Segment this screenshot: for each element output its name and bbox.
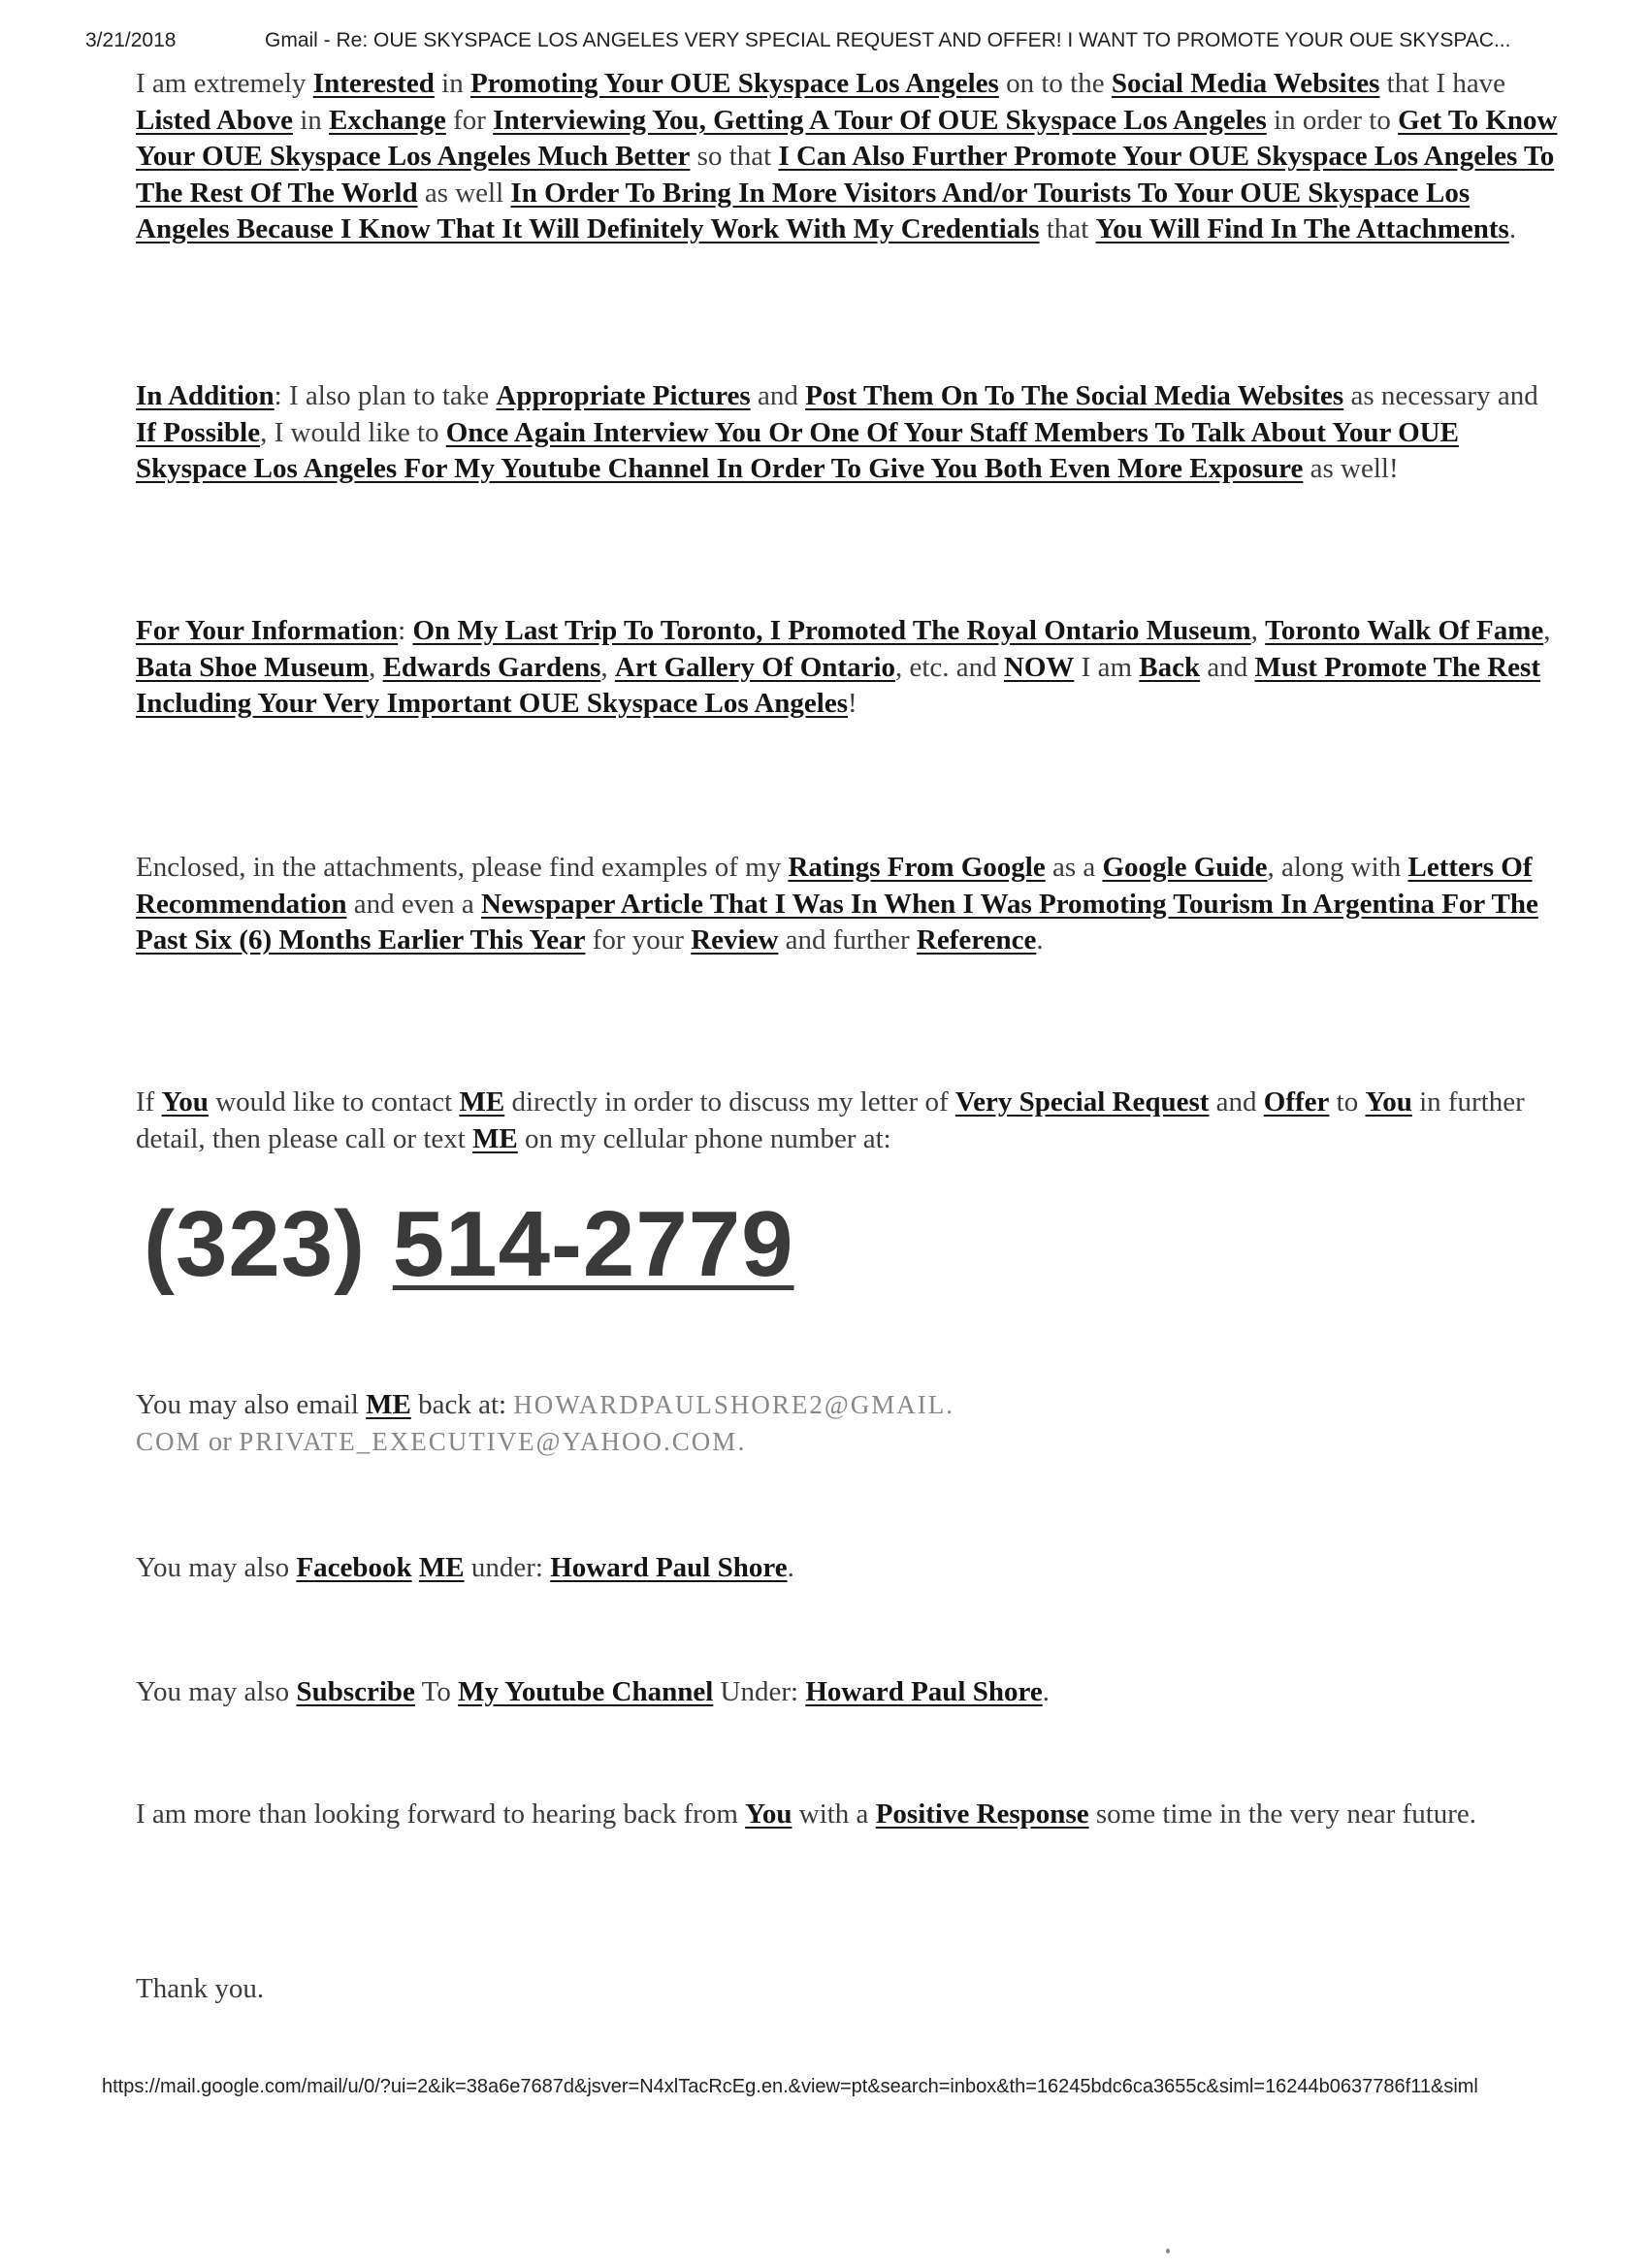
emphasis: I Can Also Further Promote Your OUE Skyspace Los Angeles To The Rest Of The World — [136, 141, 1555, 209]
emphasis: Appropriate Pictures — [496, 380, 751, 411]
text: on my cellular phone number at: — [517, 1122, 891, 1154]
emphasis: Art Gallery Of Ontario — [614, 651, 895, 683]
text: . — [1036, 924, 1044, 956]
text: : I also plan to take — [274, 380, 497, 411]
text: for your — [585, 924, 692, 956]
emphasis: Very Special Request — [954, 1086, 1210, 1118]
emphasis: Edwards Gardens — [382, 651, 601, 683]
paragraph-enclosed — [136, 850, 1562, 959]
emphasis: You — [1365, 1086, 1412, 1118]
emphasis: Review — [691, 924, 779, 956]
email-gmail-suffix: COM — [136, 1426, 202, 1456]
text: I am more than looking forward to hearing back from — [136, 1798, 746, 1830]
emphasis: Bata Shoe Museum — [136, 651, 370, 683]
text: that — [1039, 213, 1096, 244]
text: and — [750, 380, 806, 411]
emphasis: Once Again Interview You Or One Of Your Staff Members To Talk About Your OUE Skyspace Los Angeles For My Youtube Channel In Order To Give You Both Even More Exposure — [136, 416, 1459, 484]
text: with a — [792, 1798, 876, 1830]
text: To — [414, 1676, 459, 1707]
emphasis: Interviewing You, Getting A Tour Of OUE Skyspace Los Angeles — [493, 104, 1267, 136]
text: You may also email — [136, 1389, 367, 1420]
emphasis: In Order To Bring In More Visitors And/or Tourists To Your OUE Skyspace Los Angeles Because I Know That It Will Definitely Work With My Credentials — [136, 177, 1471, 244]
text: ! — [848, 688, 857, 719]
email-subject: Gmail - Re: OUE SKYSPACE LOS ANGELES VERY SPECIAL REQUEST AND OFFER! I WANT TO PROMOTE YOUR OUE SKYSPAC... — [265, 29, 1511, 51]
emphasis: In Addition — [136, 380, 275, 411]
text: on to the — [998, 68, 1112, 99]
emphasis: Interested — [312, 68, 435, 99]
emphasis: On My Last Trip To Toronto, I Promoted The Royal Ontario Museum — [412, 615, 1251, 646]
text: I am — [1074, 651, 1140, 683]
closing: Thank you. — [136, 1973, 265, 2004]
paragraph-looking-forward — [136, 1797, 1562, 1833]
text: back at: — [410, 1389, 514, 1420]
print-date: 3/21/2018 — [85, 29, 177, 51]
text: : — [398, 615, 413, 646]
paragraph-youtube — [136, 1674, 1562, 1711]
print-footer-url: https://mail.google.com/mail/u/0/?ui=2&ik=38a6e7687d&jsver=N4xlTacRcEg.en.&view=pt&search=inbox&th=16245bdc6ca3655c&siml=16244b0637786f11&siml — [102, 2076, 1478, 2097]
text: or — [201, 1425, 240, 1457]
text: . — [1508, 213, 1517, 244]
emphasis: ME — [472, 1122, 518, 1154]
emphasis: Positive Response — [875, 1798, 1089, 1830]
emphasis: If Possible — [136, 416, 261, 448]
text: , along with — [1267, 852, 1408, 883]
text: in further detail, then please call or text — [136, 1086, 1525, 1154]
emphasis: You Will Find In The Attachments — [1095, 213, 1509, 244]
emphasis: Subscribe — [296, 1676, 415, 1707]
emphasis: Offer — [1263, 1086, 1330, 1118]
emphasis: Exchange — [329, 104, 446, 136]
phone-area-code: (323) — [144, 1192, 367, 1296]
text: Under: — [713, 1676, 806, 1707]
paragraph-in-addition — [136, 378, 1562, 488]
emphasis: ME — [459, 1086, 505, 1118]
text: in — [434, 68, 470, 99]
text: so that — [690, 141, 779, 172]
text: and — [1200, 651, 1255, 683]
text: . — [787, 1552, 794, 1583]
emphasis: Back — [1139, 651, 1201, 683]
text: . — [1042, 1676, 1050, 1707]
emphasis: NOW — [1003, 651, 1075, 683]
emphasis: Must Promote The Rest Including Your Very Important OUE Skyspace Los Angeles — [136, 651, 1541, 719]
text: as necessary and — [1343, 380, 1538, 411]
text: , I would like to — [260, 416, 446, 448]
text: directly in order to discuss my letter of — [504, 1086, 955, 1118]
emphasis: You — [161, 1086, 209, 1118]
emphasis: Google Guide — [1102, 852, 1268, 883]
emphasis: Post Them On To The Social Media Websites — [805, 380, 1344, 411]
text: that I have — [1379, 68, 1506, 99]
paragraph-contact — [136, 1085, 1562, 1157]
phone-number — [144, 1191, 1017, 1308]
text: , — [369, 651, 383, 683]
emphasis: Letters Of Recommendation — [136, 852, 1533, 920]
emphasis: ME — [418, 1552, 465, 1583]
text: . — [737, 1425, 745, 1457]
paragraph-for-your-information — [136, 613, 1562, 723]
text: I am extremely — [136, 68, 313, 99]
text: , — [1543, 615, 1551, 646]
paragraph-promotion — [136, 66, 1562, 248]
emphasis: For Your Information — [136, 615, 399, 646]
text: as a — [1045, 852, 1103, 883]
text: , — [600, 651, 615, 683]
text: under: — [464, 1552, 551, 1583]
emphasis: Newspaper Article That I Was In When I Was Promoting Tourism In Argentina For The Past Six (6) Months Earlier This Year — [136, 888, 1538, 956]
text: would like to contact — [208, 1086, 460, 1118]
paragraph-facebook — [136, 1550, 1562, 1587]
emphasis: Get To Know Your OUE Skyspace Los Angeles Much Better — [136, 104, 1558, 172]
text: , — [1250, 615, 1266, 646]
emphasis: Ratings From Google — [788, 852, 1046, 883]
text: Enclosed, in the attachments, please find examples of my — [136, 852, 789, 883]
phone-local-number: 514-2779 — [392, 1192, 794, 1296]
emphasis: Listed Above — [136, 104, 293, 136]
emphasis: Promoting Your OUE Skyspace Los Angeles — [469, 68, 999, 99]
email-yahoo: PRIVATE_EXECUTIVE@YAHOO.COM — [239, 1426, 738, 1456]
text: for — [445, 104, 494, 136]
emphasis: Facebook — [296, 1552, 412, 1583]
text: If — [136, 1086, 162, 1118]
emphasis: Toronto Walk Of Fame — [1265, 615, 1544, 646]
text: , etc. and — [895, 651, 1004, 683]
text: as well — [417, 177, 511, 209]
text: to — [1329, 1086, 1366, 1118]
text: in — [292, 104, 329, 136]
emphasis: Howard Paul Shore — [550, 1552, 788, 1583]
paragraph-email — [136, 1387, 1562, 1460]
emphasis: Howard Paul Shore — [805, 1676, 1043, 1707]
scan-speck — [1166, 2249, 1170, 2253]
text: as well! — [1303, 453, 1399, 484]
emphasis: ME — [366, 1389, 411, 1420]
emphasis: You — [745, 1798, 792, 1830]
text: in order to — [1266, 104, 1399, 136]
email-gmail: HOWARDPAULSHORE2@GMAIL. — [513, 1390, 954, 1419]
text: and further — [778, 924, 917, 956]
text: and — [1209, 1086, 1264, 1118]
text: You may also — [136, 1676, 297, 1707]
text: some time in the very near future. — [1088, 1798, 1477, 1830]
text: and even a — [346, 888, 481, 920]
emphasis: Reference — [916, 924, 1037, 956]
emphasis: My Youtube Channel — [458, 1676, 714, 1707]
text — [412, 1552, 419, 1583]
emphasis: Social Media Websites — [1111, 68, 1380, 99]
text: You may also — [136, 1552, 297, 1583]
print-header — [85, 29, 1599, 64]
